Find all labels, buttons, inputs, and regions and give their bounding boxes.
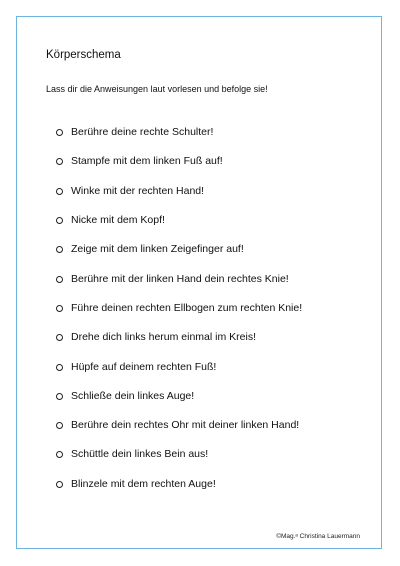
list-item (56, 235, 302, 264)
circle-bullet-icon (56, 422, 63, 429)
list-item (56, 147, 302, 176)
list-item (56, 118, 302, 147)
list-item (56, 206, 302, 235)
circle-bullet-icon (56, 217, 63, 224)
circle-bullet-icon (56, 481, 63, 488)
task-text: Führe deinen rechten Ellbogen zum rechten Knie! (71, 301, 303, 314)
list-item (56, 352, 302, 381)
copyright-footer: ©Mag.ᵃ Christina Lauermann (276, 533, 360, 540)
list-item (56, 440, 302, 469)
task-text: Drehe dich links herum einmal im Kreis! (71, 331, 256, 344)
task-text: Zeige mit dem linken Zeigefinger auf! (71, 243, 244, 256)
task-text: Schüttle dein linkes Bein aus! (71, 448, 209, 461)
task-text: Nicke mit dem Kopf! (71, 214, 165, 227)
task-text: Berühre deine rechte Schulter! (71, 126, 214, 139)
task-text: Blinzele mit dem rechten Auge! (71, 477, 216, 490)
list-item (56, 264, 302, 293)
task-text: Winke mit der rechten Hand! (71, 184, 205, 197)
list-item (56, 411, 302, 440)
instruction-text: Lass dir die Anweisungen laut vorlesen und befolge sie! (46, 84, 268, 94)
list-item (56, 323, 302, 352)
list-item (56, 177, 302, 206)
task-text: Schließe dein linkes Auge! (71, 389, 195, 402)
task-text: Berühre mit der linken Hand dein rechtes Knie! (71, 272, 289, 285)
circle-bullet-icon (56, 246, 63, 253)
task-text: Stampfe mit dem linken Fuß auf! (71, 155, 223, 168)
list-item (56, 382, 302, 411)
circle-bullet-icon (56, 276, 63, 283)
list-item (56, 294, 302, 323)
circle-bullet-icon (56, 393, 63, 400)
circle-bullet-icon (56, 188, 63, 195)
circle-bullet-icon (56, 364, 63, 371)
task-text: Berühre dein rechtes Ohr mit deiner linken Hand! (71, 419, 300, 432)
list-item (56, 470, 302, 499)
circle-bullet-icon (56, 129, 63, 136)
task-text: Hüpfe auf deinem rechten Fuß! (71, 360, 217, 373)
page-title: Körperschema (46, 49, 121, 61)
circle-bullet-icon (56, 451, 63, 458)
circle-bullet-icon (56, 158, 63, 165)
circle-bullet-icon (56, 334, 63, 341)
circle-bullet-icon (56, 305, 63, 312)
task-list (56, 118, 302, 499)
